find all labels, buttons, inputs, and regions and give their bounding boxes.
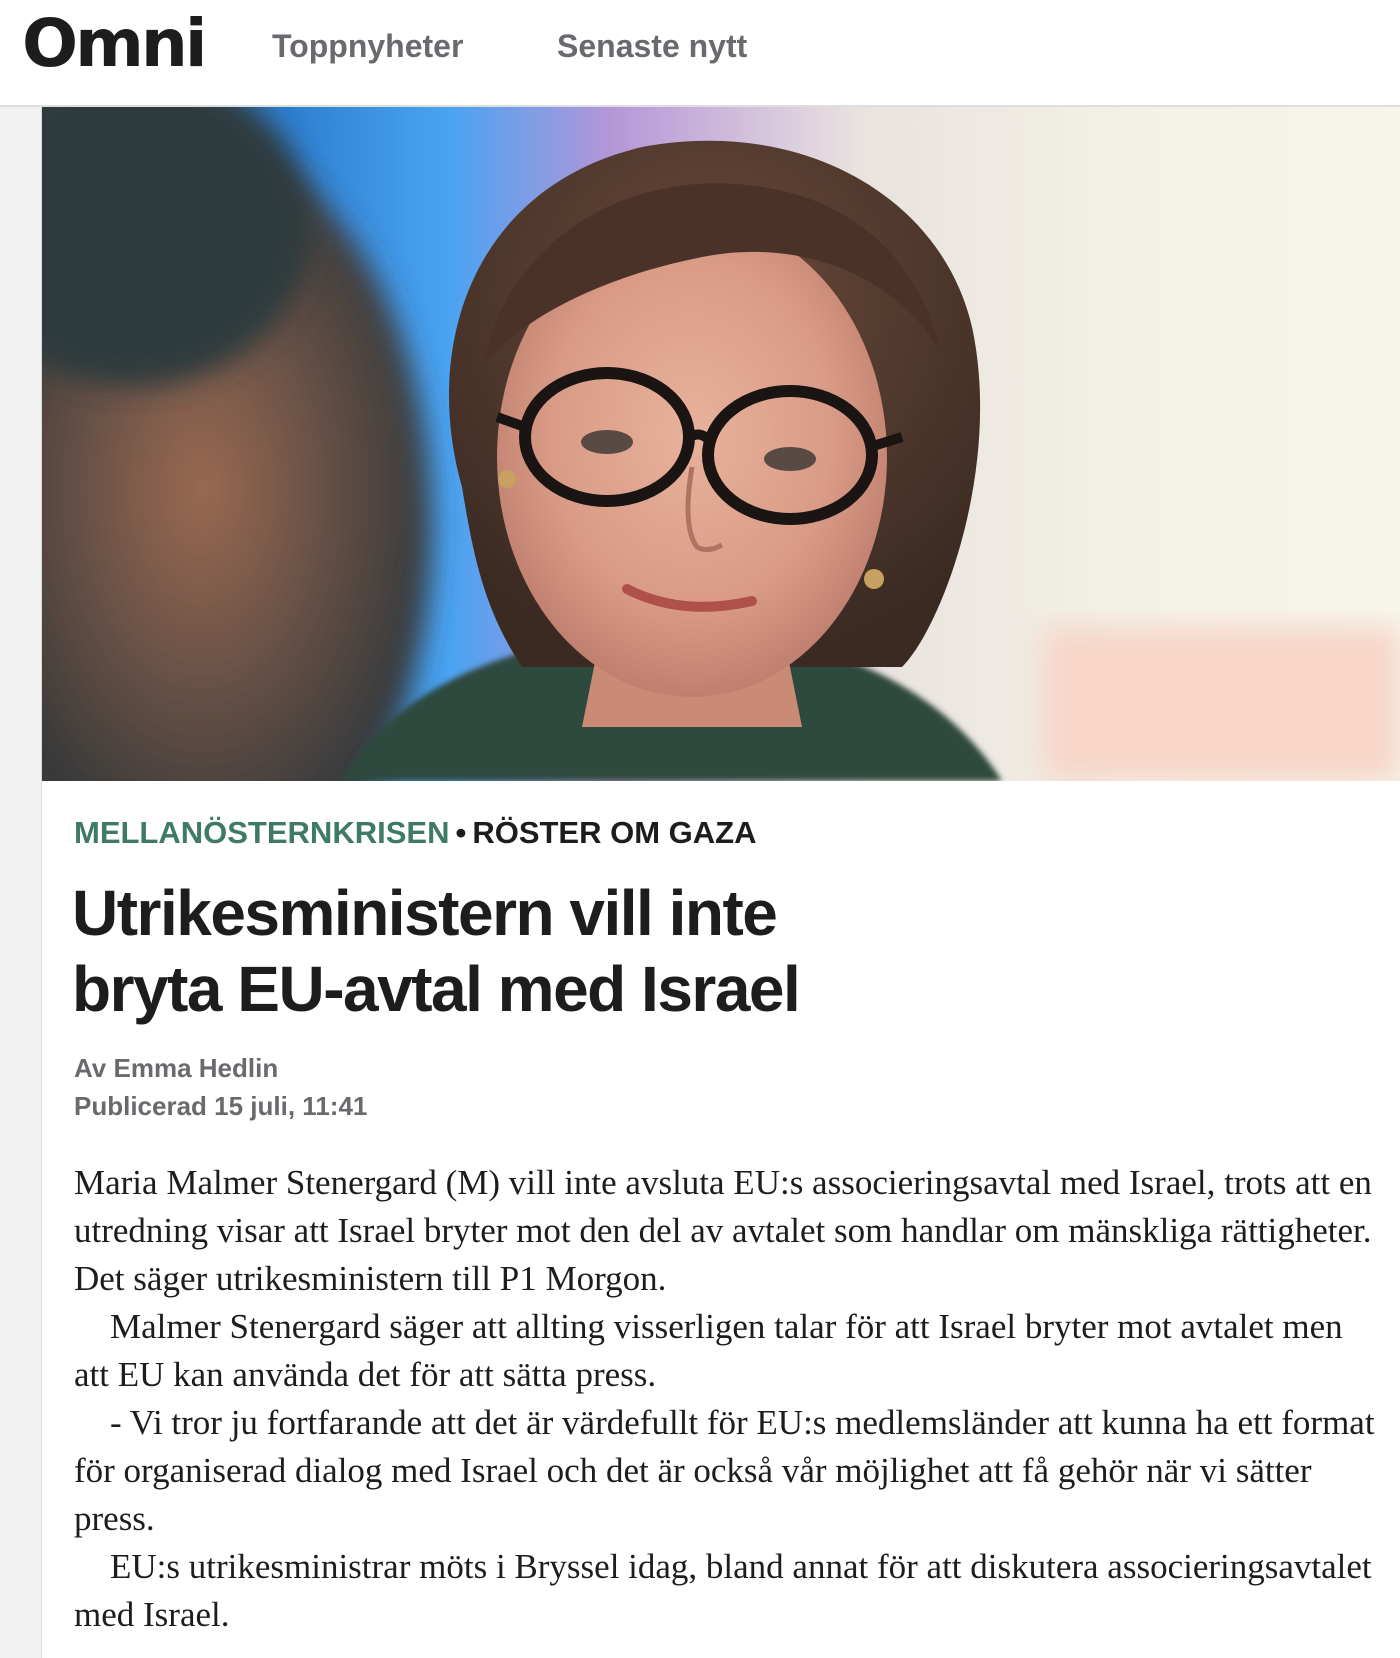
theme-link[interactable]: RÖSTER OM GAZA bbox=[472, 815, 757, 850]
article-byline: Av Emma Hedlin bbox=[74, 1053, 279, 1083]
article-headline bbox=[72, 875, 972, 1027]
article-paragraph: EU:s utrikesministrar möts i Bryssel idag, bland annat för att diskutera associeringsavtalet med Israel. bbox=[74, 1547, 1372, 1634]
article-paragraph: Maria Malmer Stenergard (M) vill inte avsluta EU:s associeringsavtal med Israel, trots att en utredning visar att Israel bryter mot den del av avtalet som handlar om mänskliga rättigheter. Det säger utrikesministern till P1 Morgon. bbox=[74, 1163, 1372, 1298]
headline-line-2: bryta EU-avtal med Israel bbox=[72, 953, 800, 1025]
article-kicker bbox=[74, 813, 756, 853]
article-paragraph: Malmer Stenergard säger att allting visserligen talar för att Israel bryter mot avtalet men att EU kan använda det för att sätta press. bbox=[74, 1307, 1343, 1394]
left-page-margin bbox=[0, 107, 42, 1658]
kicker-separator: • bbox=[455, 815, 467, 850]
nav-link-toppnyheter[interactable]: Toppnyheter bbox=[272, 28, 464, 64]
article-paragraph: - Vi tror ju fortfarande att det är värdefullt för EU:s medlemsländer att kunna ha ett format för organiserad dialog med Israel och det är också vår möjlighet att få gehör när vi sätter press. bbox=[74, 1403, 1375, 1538]
article-body bbox=[74, 1159, 1384, 1639]
top-navigation-bar bbox=[0, 0, 1400, 107]
hero-image bbox=[42, 107, 1400, 781]
topic-link[interactable]: MELLANÖSTERNKRISEN bbox=[74, 815, 450, 850]
published-timestamp: Publicerad 15 juli, 11:41 bbox=[74, 1091, 368, 1121]
omni-logo[interactable]: Omni bbox=[22, 5, 205, 82]
headline-line-1: Utrikesministern vill inte bbox=[72, 877, 777, 949]
portrait-photo bbox=[42, 107, 1400, 781]
article-container bbox=[42, 107, 1400, 1658]
nav-link-senaste-nytt[interactable]: Senaste nytt bbox=[557, 28, 748, 64]
